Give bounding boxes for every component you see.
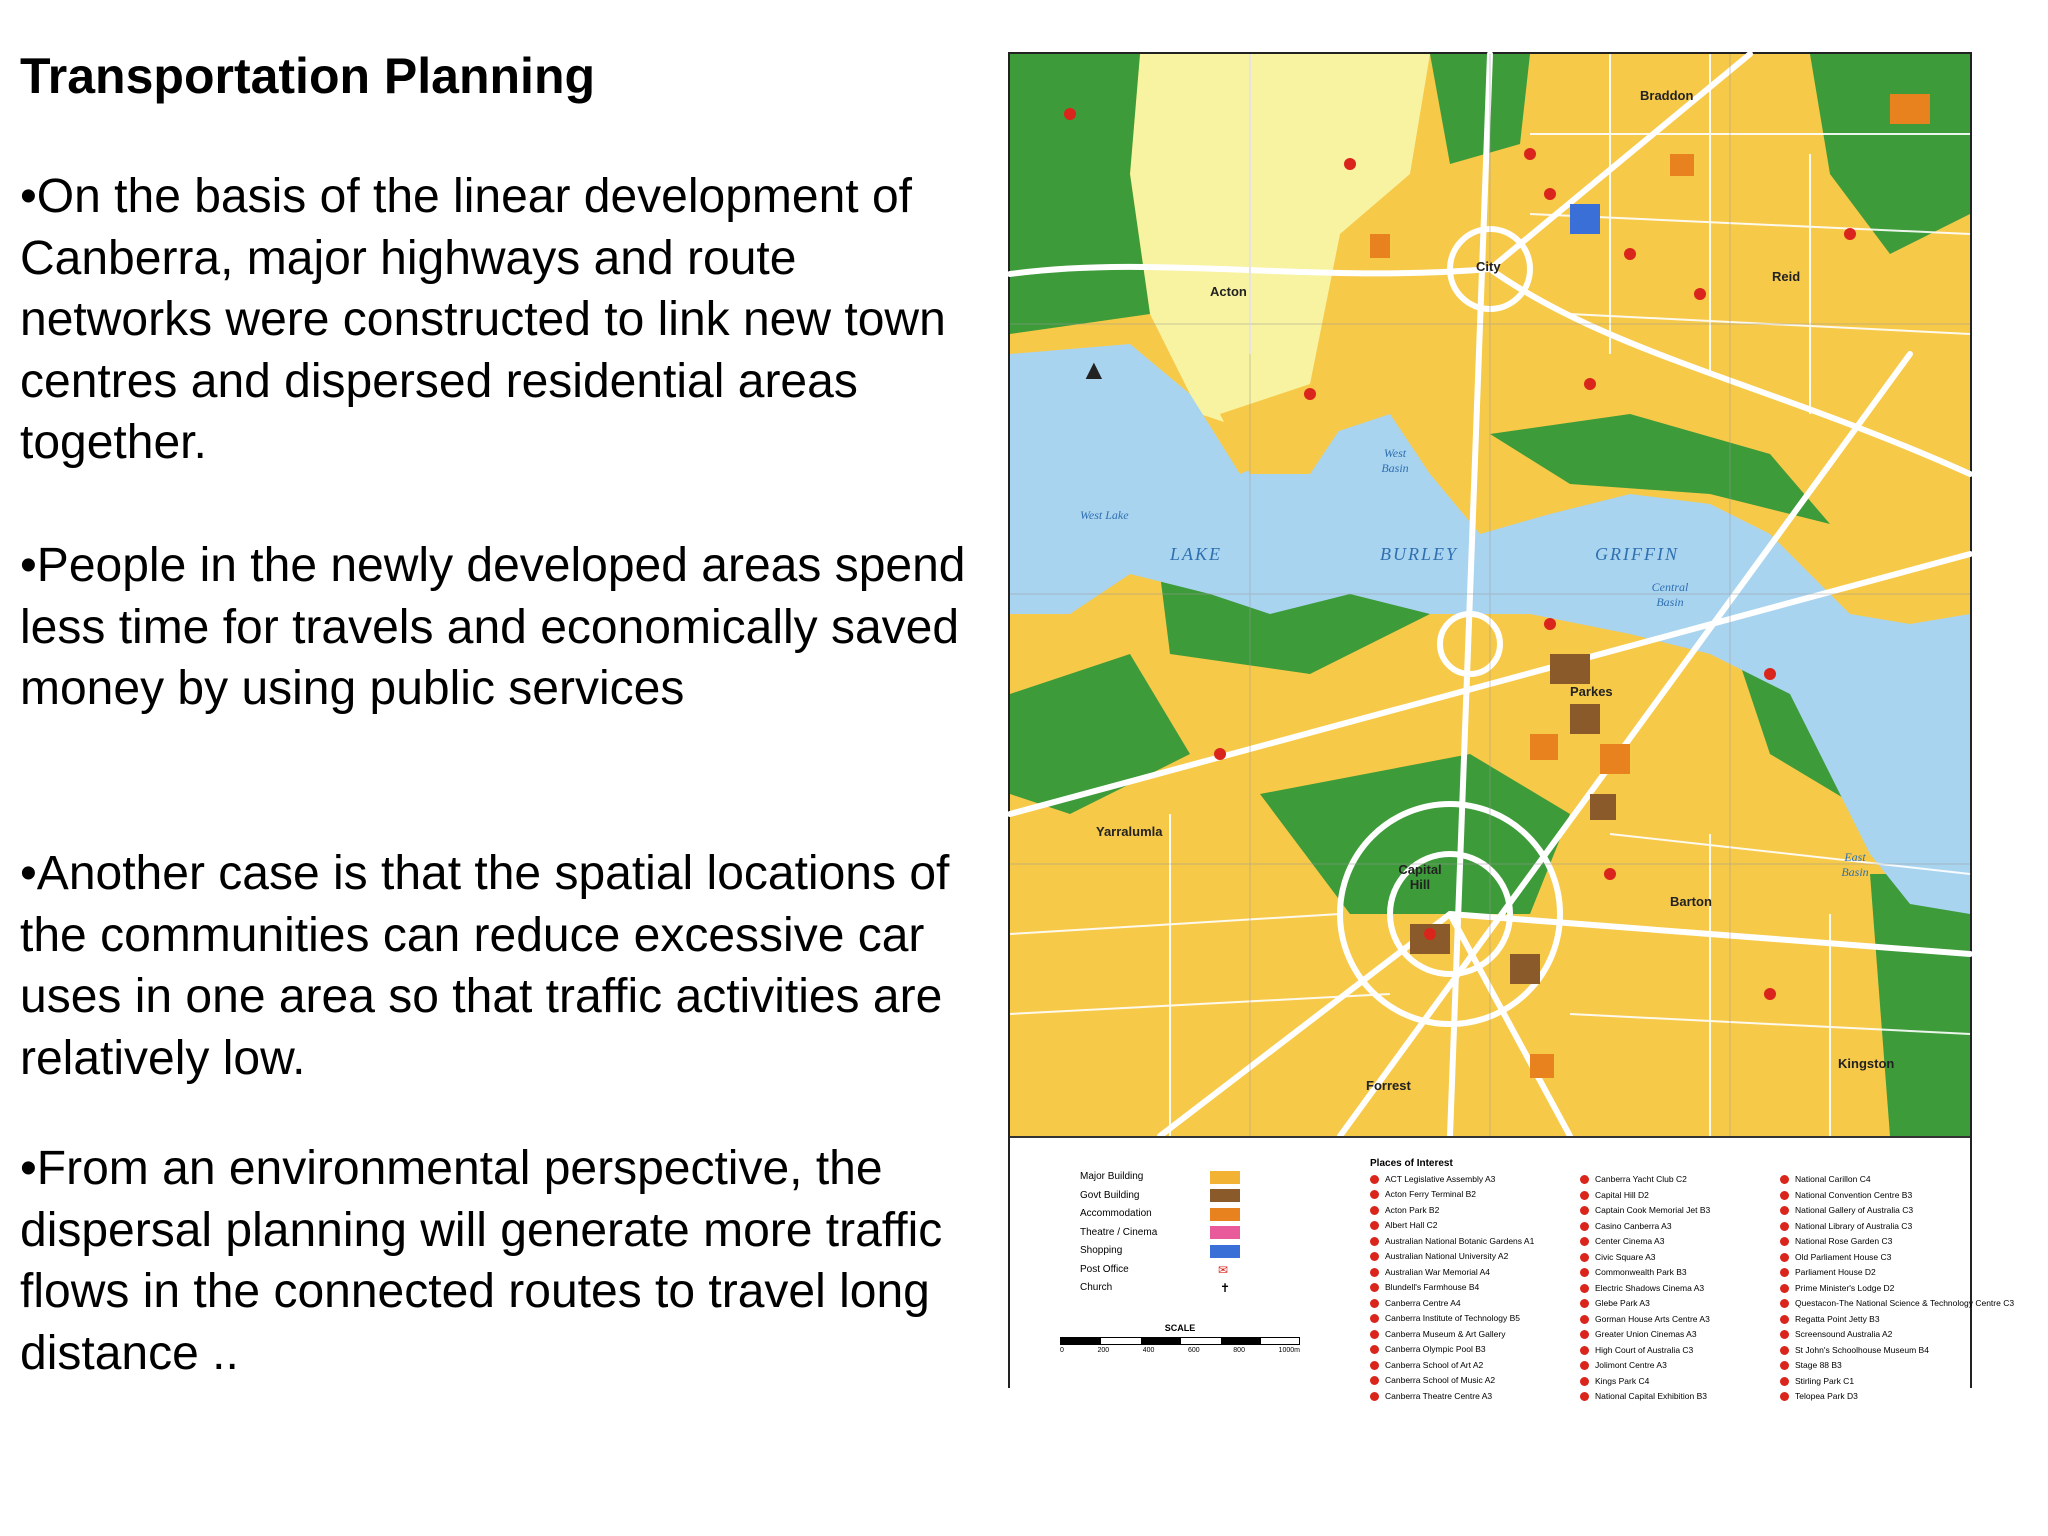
poi-marker-icon: [1370, 1221, 1379, 1230]
poi-item: [1370, 1172, 1534, 1188]
poi-label: St John's Schoolhouse Museum B4: [1795, 1344, 1929, 1355]
poi-item: [1580, 1281, 1710, 1297]
poi-label: Canberra Yacht Club C2: [1595, 1174, 1687, 1184]
poi-label: Parliament House D2: [1795, 1267, 1876, 1277]
poi-marker-icon: [1780, 1377, 1789, 1386]
poi-item: [1780, 1327, 2014, 1343]
bullet-newly-developed-areas: •People in the newly developed areas spend less time for travels and economically saved money by using public services: [20, 539, 966, 715]
poi-marker-icon: [1370, 1237, 1379, 1246]
poi-marker-icon: [1370, 1314, 1379, 1323]
poi-marker-icon: [1370, 1175, 1379, 1184]
poi-label: Glebe Park A3: [1595, 1298, 1650, 1308]
poi-label: Jolimont Centre A3: [1595, 1360, 1667, 1370]
poi-marker-icon: [1780, 1175, 1789, 1184]
water-label-east-basin: East Basin: [1841, 850, 1869, 879]
places-of-interest-col-3: [1780, 1172, 2014, 1405]
poi-marker-icon: [1780, 1268, 1789, 1277]
poi-label: National Convention Centre B3: [1795, 1189, 1913, 1200]
poi-label: Old Parliament House C3: [1795, 1251, 1892, 1262]
poi-marker-icon: [1370, 1268, 1379, 1277]
map-label-braddon: Braddon: [1640, 88, 1694, 103]
swatch-shopping: [1210, 1245, 1240, 1258]
legend-key-govt-building: Govt Building: [1080, 1187, 1240, 1206]
poi-marker-icon: [1780, 1191, 1789, 1200]
poi-item: [1780, 1234, 2014, 1250]
places-heading: Places of Interest: [1370, 1158, 1453, 1169]
poi-label: High Court of Australia C3: [1595, 1344, 1694, 1355]
map-label-yarralumla: Yarralumla: [1096, 824, 1163, 839]
map-label-reid: Reid: [1772, 269, 1801, 284]
poi-label: Canberra Centre A4: [1385, 1297, 1461, 1308]
poi-marker-icon: [1780, 1253, 1789, 1262]
poi-label: Australian War Memorial A4: [1385, 1266, 1491, 1277]
places-of-interest-col-2: [1580, 1172, 1710, 1405]
poi-marker-icon: [1580, 1330, 1589, 1339]
poi-item: [1580, 1219, 1710, 1235]
poi-marker-icon: [1580, 1361, 1589, 1370]
poi-marker-icon: [1370, 1330, 1379, 1339]
map-label-city: City: [1476, 259, 1501, 274]
poi-marker-icon: [1580, 1284, 1589, 1293]
places-of-interest-col-1: [1370, 1156, 1534, 1404]
poi-marker-icon: [1370, 1252, 1379, 1261]
poi-label: Telopea Park D3: [1795, 1391, 1858, 1401]
poi-marker-icon: [1370, 1206, 1379, 1215]
north-arrow-icon: ▲: [1080, 354, 1108, 385]
poi-item: [1780, 1343, 2014, 1359]
poi-label: Stage 88 B3: [1795, 1360, 1842, 1370]
map-illustration: [1010, 54, 1970, 1136]
poi-item: [1780, 1281, 2014, 1297]
poi-label: Captain Cook Memorial Jet B3: [1595, 1205, 1711, 1215]
legend-key-major-building: Major Building: [1080, 1168, 1240, 1187]
poi-label: National Gallery of Australia C3: [1795, 1205, 1914, 1215]
swatch-major-building: [1210, 1171, 1240, 1184]
poi-label: Canberra Museum & Art Gallery: [1385, 1328, 1506, 1339]
poi-label: National Library of Australia C3: [1795, 1220, 1913, 1231]
poi-marker-icon: [1780, 1222, 1789, 1231]
map-label-barton: Barton: [1670, 894, 1712, 909]
poi-marker-icon: [1580, 1377, 1589, 1386]
poi-item: [1370, 1373, 1534, 1389]
water-label-burley: BURLEY: [1380, 544, 1459, 564]
poi-label: Canberra School of Art A2: [1385, 1359, 1484, 1370]
poi-item: [1370, 1280, 1534, 1296]
legend-key-theatre: Theatre / Cinema: [1080, 1224, 1240, 1243]
poi-marker-icon: [1780, 1315, 1789, 1324]
poi-label: Capital Hill D2: [1595, 1189, 1649, 1200]
poi-item: [1370, 1389, 1534, 1405]
poi-item: [1370, 1296, 1534, 1312]
water-label-west-basin: West Basin: [1381, 446, 1409, 475]
map-label-capital-hill: Capital Hill: [1398, 862, 1442, 892]
poi-item: [1370, 1187, 1534, 1203]
poi-item: [1780, 1389, 2014, 1405]
scale-line: [1060, 1337, 1300, 1345]
poi-item: [1580, 1234, 1710, 1250]
poi-marker-icon: [1780, 1330, 1789, 1339]
poi-marker-icon: [1580, 1222, 1589, 1231]
poi-label: Albert Hall C2: [1385, 1220, 1438, 1230]
poi-item: [1580, 1203, 1710, 1219]
water-label-lake: LAKE: [1170, 544, 1223, 564]
poi-item: [1370, 1218, 1534, 1234]
poi-item: [1580, 1296, 1710, 1312]
poi-label: Commonwealth Park B3: [1595, 1267, 1687, 1277]
poi-item: [1580, 1188, 1710, 1204]
poi-item: [1780, 1312, 2014, 1328]
scale-ticks: 0 200 400 600 800 1000m: [1060, 1347, 1300, 1354]
poi-marker-icon: [1580, 1253, 1589, 1262]
swatch-theatre: [1210, 1226, 1240, 1239]
poi-marker-icon: [1780, 1206, 1789, 1215]
poi-marker-icon: [1780, 1392, 1789, 1401]
poi-item: [1580, 1312, 1710, 1328]
poi-label: Canberra School of Music A2: [1385, 1375, 1496, 1385]
poi-marker-icon: [1370, 1190, 1379, 1199]
poi-item: [1780, 1188, 2014, 1204]
poi-item: [1780, 1203, 2014, 1219]
poi-marker-icon: [1580, 1268, 1589, 1277]
poi-label: Regatta Point Jetty B3: [1795, 1313, 1880, 1324]
map-legend: [1010, 1136, 2015, 1401]
poi-label: Stirling Park C1: [1795, 1375, 1855, 1386]
legend-key-church: Church ✝: [1080, 1279, 1240, 1298]
poi-item: [1580, 1389, 1710, 1405]
poi-marker-icon: [1370, 1392, 1379, 1401]
canberra-map: [1008, 52, 2015, 1401]
legend-key-shopping: Shopping: [1080, 1242, 1240, 1261]
poi-label: Canberra Olympic Pool B3: [1385, 1344, 1486, 1354]
poi-label: Australian National University A2: [1385, 1251, 1509, 1261]
swatch-accommodation: [1210, 1208, 1240, 1221]
poi-label: Electric Shadows Cinema A3: [1595, 1282, 1705, 1293]
poi-marker-icon: [1580, 1237, 1589, 1246]
map-label-acton: Acton: [1210, 284, 1247, 299]
poi-marker-icon: [1580, 1392, 1589, 1401]
poi-label: Casino Canberra A3: [1595, 1220, 1672, 1231]
poi-marker-icon: [1580, 1346, 1589, 1355]
poi-item: [1780, 1374, 2014, 1390]
poi-marker-icon: [1580, 1206, 1589, 1215]
legend-key-accommodation: Accommodation: [1080, 1205, 1240, 1224]
poi-item: [1580, 1250, 1710, 1266]
poi-item: [1780, 1250, 2014, 1266]
swatch-govt-building: [1210, 1189, 1240, 1202]
map-label-kingston: Kingston: [1838, 1056, 1895, 1071]
poi-item: [1580, 1374, 1710, 1390]
bullet-environmental-perspective: •From an environmental perspective, the dispersal planning will generate more traffic flows in the connected routes to travel long distance ..: [20, 1142, 943, 1380]
poi-item: [1780, 1358, 2014, 1374]
poi-item: [1370, 1203, 1534, 1219]
poi-marker-icon: [1370, 1376, 1379, 1385]
poi-marker-icon: [1370, 1361, 1379, 1370]
water-label-central-basin: Central Basin: [1651, 580, 1689, 609]
poi-item: [1580, 1343, 1710, 1359]
poi-label: ACT Legislative Assembly A3: [1385, 1173, 1496, 1184]
poi-item: [1580, 1358, 1710, 1374]
poi-item: [1370, 1234, 1534, 1250]
poi-item: [1370, 1265, 1534, 1281]
legend-keys: [1080, 1168, 1240, 1298]
poi-label: Center Cinema A3: [1595, 1236, 1665, 1246]
poi-item: [1580, 1265, 1710, 1281]
post-office-icon: ✉: [1218, 1262, 1229, 1277]
poi-item: [1780, 1219, 2014, 1235]
poi-marker-icon: [1780, 1346, 1789, 1355]
poi-marker-icon: [1580, 1315, 1589, 1324]
poi-item: [1780, 1265, 2014, 1281]
poi-label: Questacon-The National Science & Technology Centre C3: [1795, 1298, 2015, 1308]
poi-label: Greater Union Cinemas A3: [1595, 1329, 1697, 1339]
bullet-linear-development: •On the basis of the linear development of Canberra, major highways and route networks were constructed to link new town centres and dispersed residential areas together.: [20, 170, 946, 469]
poi-label: Kings Park C4: [1595, 1375, 1650, 1386]
poi-marker-icon: [1780, 1237, 1789, 1246]
poi-marker-icon: [1780, 1299, 1789, 1308]
poi-label: National Rose Garden C3: [1795, 1236, 1893, 1246]
poi-label: Screensound Australia A2: [1795, 1329, 1893, 1339]
poi-label: Acton Park B2: [1385, 1204, 1440, 1215]
poi-item: [1580, 1172, 1710, 1188]
poi-item: [1370, 1311, 1534, 1327]
poi-item: [1370, 1327, 1534, 1343]
scale-title: SCALE: [1164, 1323, 1196, 1333]
poi-label: National Carillon C4: [1795, 1174, 1871, 1184]
poi-label: Civic Square A3: [1595, 1251, 1656, 1262]
poi-label: Canberra Theatre Centre A3: [1385, 1390, 1493, 1401]
poi-item: [1370, 1249, 1534, 1265]
poi-marker-icon: [1580, 1299, 1589, 1308]
poi-item: [1580, 1327, 1710, 1343]
poi-item: [1370, 1358, 1534, 1374]
poi-label: Australian National Botanic Gardens A1: [1385, 1235, 1535, 1246]
poi-label: Canberra Institute of Technology B5: [1385, 1313, 1520, 1323]
poi-marker-icon: [1780, 1284, 1789, 1293]
poi-marker-icon: [1580, 1191, 1589, 1200]
poi-marker-icon: [1370, 1345, 1379, 1354]
poi-label: Gorman House Arts Centre A3: [1595, 1313, 1710, 1324]
poi-item: [1370, 1342, 1534, 1358]
water-label-west-lake: West Lake: [1080, 508, 1129, 522]
poi-marker-icon: [1370, 1299, 1379, 1308]
poi-marker-icon: [1580, 1175, 1589, 1184]
poi-label: Prime Minister's Lodge D2: [1795, 1282, 1895, 1293]
poi-marker-icon: [1370, 1283, 1379, 1292]
legend-key-post-office: Post Office ✉: [1080, 1261, 1240, 1280]
poi-marker-icon: [1780, 1361, 1789, 1370]
water-label-griffin: GRIFFIN: [1595, 544, 1679, 564]
poi-label: Blundell's Farmhouse B4: [1385, 1282, 1480, 1292]
map-label-parkes: Parkes: [1570, 684, 1613, 699]
map-scale-bar: [1060, 1323, 1300, 1354]
poi-label: National Capital Exhibition B3: [1595, 1391, 1707, 1401]
church-icon: ✝: [1220, 1281, 1231, 1295]
bullet-spatial-locations: •Another case is that the spatial locations of the communities can reduce excessive car uses in one area so that traffic activities are relatively low.: [20, 847, 950, 1085]
poi-label: Acton Ferry Terminal B2: [1385, 1189, 1477, 1199]
poi-item: [1780, 1296, 2014, 1312]
poi-item: [1780, 1172, 2014, 1188]
map-label-forrest: Forrest: [1366, 1078, 1411, 1093]
slide-title: Transportation Planning: [20, 48, 596, 104]
